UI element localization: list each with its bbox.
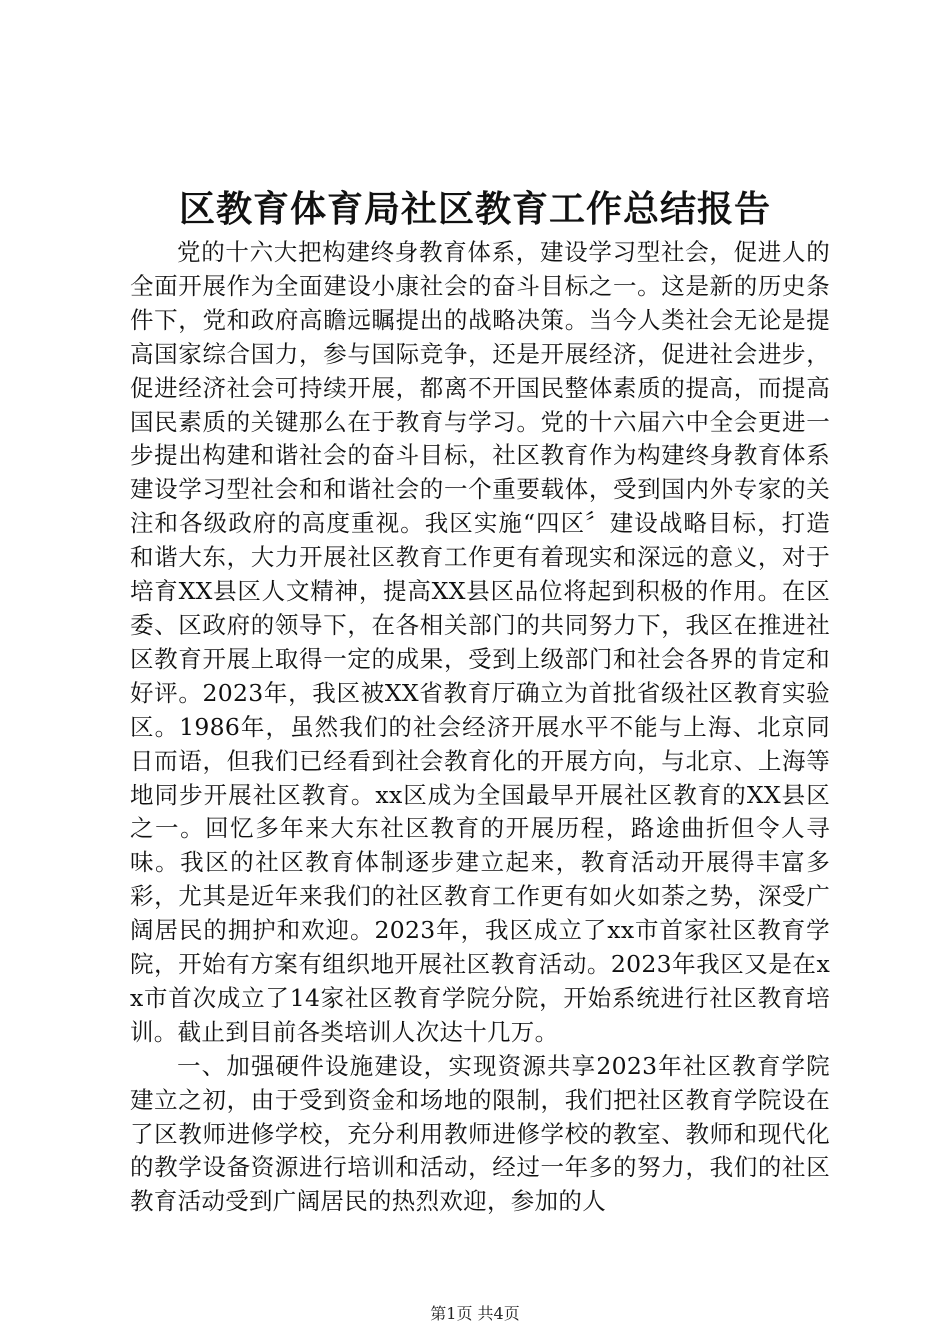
paragraph-intro: 党的十六大把构建终身教育体系，建设学习型社会，促进人的全面开展作为全面建设小康社会的奋斗目标之一。这是新的历史条件下，党和政府高瞻远瞩提出的战略决策。当今人类社会无论是提高国家综合国力，参与国际竞争，还是开展经济，促进社会进步，促进经济社会可持续开展，都离不开国民整体素质的提高，而提高国民素质的关键那么在于教育与学习。党的十六届六中全会更进一步提出构建和谐社会的奋斗目标，社区教育作为构建终身教育体系建设学习型社会和和谐社会的一个重要载体，受到国内外专家的关注和各级政府的高度重视。我区实施“四区〞建设战略目标，打造和谐大东，大力开展社区教育工作更有着现实和深远的意义，对于培育XX县区人文精神，提高XX县区品位将起到积极的作用。在区委、区政府的领导下，在各相关部门的共同努力下，我区在推进社区教育开展上取得一定的成果，受到上级部门和社会各界的肯定和好评。2023年，我区被XX省教育厅确立为首批省级社区教育实验区。1986年，虽然我们的社会经济开展水平不能与上海、北京同日而语，但我们已经看到社会教育化的开展方向，与北京、上海等地同步开展社区教育。xx区成为全国最早开展社区教育的XX县区之一。回忆多年来大东社区教育的开展历程，路途曲折但令人寻味。我区的社区教育体制逐步建立起来，教育活动开展得丰富多彩，尤其是近年来我们的社区教育工作更有如火如荼之势，深受广阔居民的拥护和欢迎。2023年，我区成立了xx市首家社区教育学院，开始有方案有组织地开展社区教育活动。2023年我区又是在xx市首次成立了14家社区教育学院分院，开始系统进行社区教育培训。截止到目前各类培训人次达十几万。 bbox=[130, 238, 830, 1046]
paragraph-section-one: 一、加强硬件设施建设，实现资源共享2023年社区教育学院建立之初，由于受到资金和场地的限制，我们把社区教育学院设在了区教师进修学校，充分利用教师进修学校的教室、教师和现代化的教学设备资源进行培训和活动，经过一年多的努力，我们的社区教育活动受到广阔居民的热烈欢迎，参加的人 bbox=[130, 1051, 830, 1216]
document-title: 区教育体育局社区教育工作总结报告 bbox=[178, 188, 771, 230]
page-number-footer: 第1页 共4页 bbox=[430, 1304, 520, 1323]
document-body bbox=[130, 236, 830, 1219]
